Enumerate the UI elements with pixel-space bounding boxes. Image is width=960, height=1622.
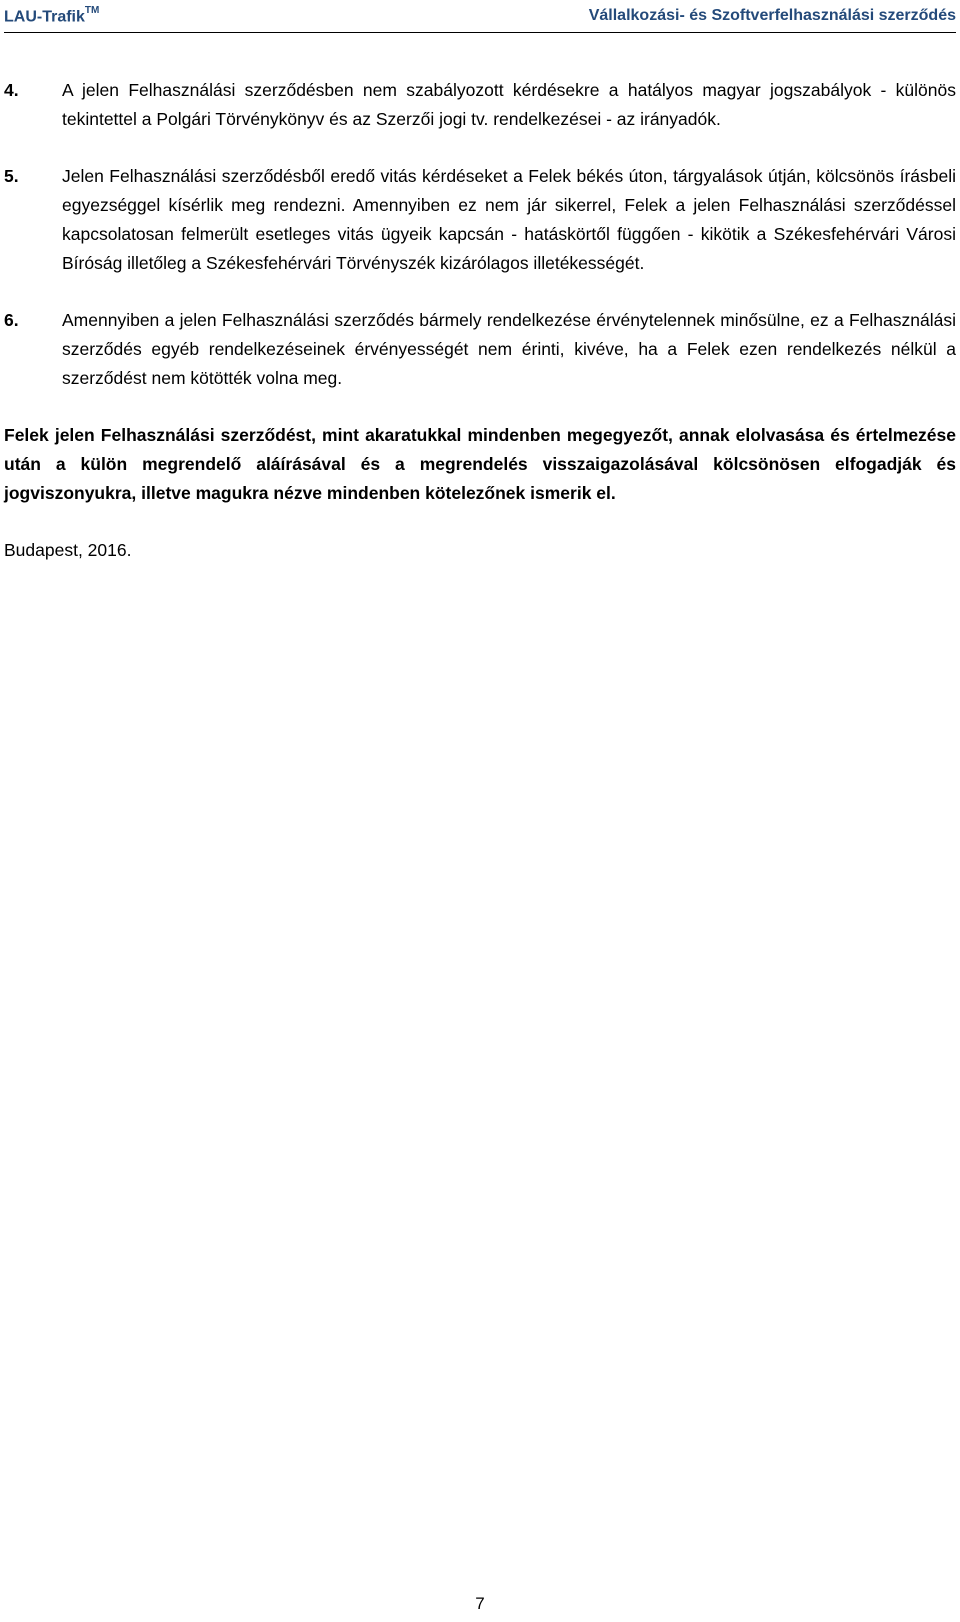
header-brand: [4, 7, 99, 26]
clause-text: Amennyiben a jelen Felhasználási szerződés bármely rendelkezése érvénytelennek minősülne, ez a Felhasználási szerződés egyéb rendelkezéseinek érvényességét nem érinti, kivéve, ha a Felek ezen rendelkezés nélkül a szerződést nem kötötték volna meg.: [62, 310, 956, 388]
clause-item: [4, 306, 956, 393]
trademark-sup: TM: [84, 5, 100, 16]
document-body: [4, 76, 956, 565]
clause-number: 4.: [4, 80, 19, 100]
clause-number: 6.: [4, 310, 19, 330]
clause-text: Jelen Felhasználási szerződésből eredő vitás kérdéseket a Felek békés úton, tárgyalások útján, kölcsönös írásbeli egyezséggel kísérlik meg rendezni. Amennyiben ez nem jár sikerrel, Felek a jelen Felhasználási szerződéssel kapcsolatosan felmerült esetleges vitás ügyeik kapcsán - hatáskörtől függően - kikötik a Székesfehérvári Városi Bíróság illetőleg a Székesfehérvári Törvényszék kizárólagos illetékességét.: [62, 166, 956, 273]
document-title: Vállalkozási- és Szoftverfelhasználási szerződés: [588, 7, 956, 24]
clause-number: 5.: [4, 166, 19, 186]
brand-name: LAU-Trafik: [4, 8, 85, 26]
clause-text: A jelen Felhasználási szerződésben nem szabályozott kérdésekre a hatályos magyar jogszabályok - különös tekintettel a Polgári Törvénykönyv és az Szerzői jogi tv. rendelkezései - az irányadók.: [62, 80, 956, 129]
page-number: 7: [475, 1594, 485, 1613]
place-and-date: Budapest, 2016.: [4, 540, 132, 560]
clause-item: [4, 76, 956, 134]
page-header: [4, 2, 956, 33]
clause-item: [4, 162, 956, 278]
closing-statement: Felek jelen Felhasználási szerződést, mint akaratukkal mindenben megegyezőt, annak elolvasása és értelmezése után a külön megrendelő aláírásával és a megrendelés visszaigazolásával kölcsönösen elfogadják és jogviszonyukra, illetve magukra nézve mindenben kötelezőnek ismerik el.: [4, 425, 956, 503]
